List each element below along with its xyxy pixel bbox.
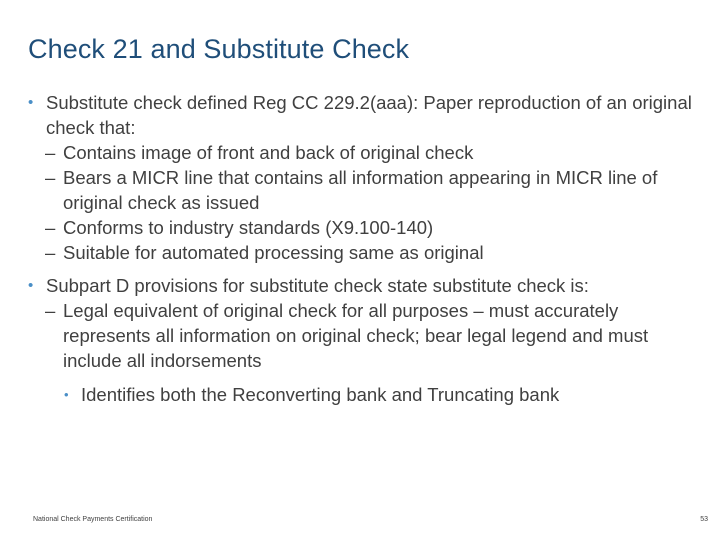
bullet-text: Subpart D provisions for substitute check state substitute check is: — [46, 275, 589, 296]
footer-text: National Check Payments Certification — [33, 516, 153, 523]
sub-sub-item-text: Identifies both the Reconverting bank and Truncating bank — [81, 384, 560, 405]
dash-icon: – — [45, 217, 56, 238]
sub-item-text: Suitable for automated processing same as original — [63, 242, 484, 263]
dash-icon: – — [45, 300, 56, 321]
bullet-dot-icon: • — [28, 277, 34, 294]
sub-item — [28, 165, 708, 215]
sub-item-text: Conforms to industry standards (X9.100-140) — [63, 217, 434, 238]
sub-item — [28, 215, 708, 240]
dash-icon: – — [45, 242, 56, 263]
bullet-dot-icon: • — [28, 94, 34, 111]
bullet-item — [28, 273, 708, 298]
sub-item-text: Bears a MICR line that contains all information appearing in MICR line of original check as issued — [63, 167, 658, 213]
bullet-item — [28, 90, 708, 140]
sub-sub-item — [28, 382, 708, 407]
sub-item — [28, 298, 708, 373]
sub-item — [28, 140, 708, 165]
slide-title: Check 21 and Substitute Check — [28, 34, 410, 64]
sub-item-text: Legal equivalent of original check for all purposes – must accurately represents all information on original check; bear legal legend and must include all indorsements — [63, 300, 649, 371]
bullet-dot-icon: • — [64, 387, 69, 402]
page-number: 53 — [700, 516, 708, 523]
slide-body — [28, 90, 708, 407]
dash-icon: – — [45, 167, 56, 188]
bullet-text: Substitute check defined Reg CC 229.2(aaa): Paper reproduction of an original check that: — [46, 92, 692, 138]
sub-item-text: Contains image of front and back of original check — [63, 142, 474, 163]
sub-item — [28, 240, 708, 265]
dash-icon: – — [45, 142, 56, 163]
